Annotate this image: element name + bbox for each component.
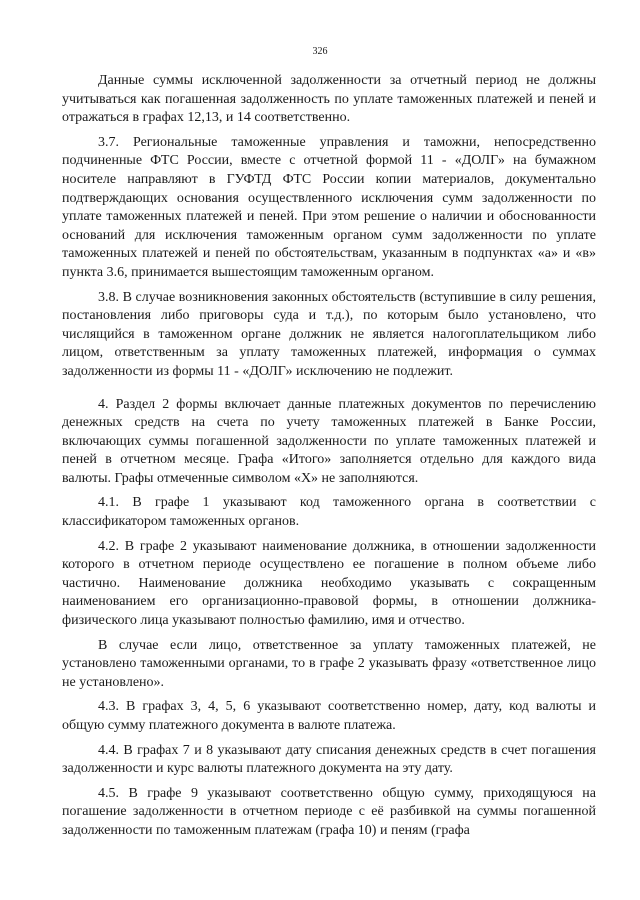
paragraph-4-2: 4.2. В графе 2 указывают наименование должника, в отношении задолженности которого в отчетном периоде осуществлено ее погашение в полном объеме либо частично. Наименование должника необходимо указывать с сокращенным наименованием его организационно-правовой формы, в отношении должника-физического лица указывают полностью фамилию, имя и отчество. [62, 538, 596, 629]
document-body [62, 72, 596, 841]
paragraph-4: 4. Раздел 2 формы включает данные платежных документов по перечислению денежных средств на счета по учету таможенных платежей в Банке России, включающих суммы погашенной задолженности по уплате таможенных платежей и пеней в отчетном месяце. Графа «Итого» заполняется отдельно для каждого вида валюты. Графы отмеченные символом «X» не заполняются. [62, 396, 596, 486]
paragraph-4-5: 4.5. В графе 9 указывают соответственно общую сумму, приходящуюся на погашение задолженности в отчетном периоде с её разбивкой на суммы погашенной задолженности по таможенным платежам (графа 10) и пеням (графа [62, 785, 596, 838]
paragraph-4-2-note: В случае если лицо, ответственное за уплату таможенных платежей, не установлено таможенными органами, то в графе 2 указывать фразу «ответственное лицо не установлено». [62, 637, 596, 690]
paragraph-4-1: 4.1. В графе 1 указывают код таможенного органа в соответствии с классификатором таможенных органов. [62, 495, 596, 530]
paragraph-3-7: 3.7. Региональные таможенные управления и таможни, непосредственно подчиненные ФТС России, вместе с отчетной формой 11 - «ДОЛГ» на бумажном носителе направляют в ГУФТД ФТС России копии материалов, документально подтверждающих основания осуществленного исключения сумм задолженности по уплате таможенных платежей и пеней. При этом решение о наличии и обоснованности оснований для исключения таможенным органом сумм задолженности по уплате таможенных платежей и пеней по обстоятельствам, указанным в подпунктах «а» и «в» пункта 3.6, принимается вышестоящим таможенным органом. [62, 134, 596, 280]
paragraph-excluded-debt-note: Данные суммы исключенной задолженности за отчетный период не должны учитываться как погашенная задолженность по уплате таможенных платежей и пеней и отражаться в графах 12,13, и 14 соответственно. [62, 73, 596, 126]
paragraph-4-4: 4.4. В графах 7 и 8 указывают дату списания денежных средств в счет погашения задолженности и курс валюты платежного документа на эту дату. [62, 742, 596, 777]
paragraph-4-3: 4.3. В графах 3, 4, 5, 6 указывают соответственно номер, дату, код валюты и общую сумму платежного документа в валюте платежа. [62, 699, 596, 733]
page-number: 326 [312, 46, 328, 57]
paragraph-3-8: 3.8. В случае возникновения законных обстоятельств (вступившие в силу решения, постановления либо приговоры суда и т.д.), по которым было установлено, что числящийся в таможенном органе должник не является налогоплательщиком либо лицом, ответственным за уплату таможенных платежей, информация о суммах задолженности из формы 11 - «ДОЛГ» исключению не подлежит. [62, 289, 596, 379]
